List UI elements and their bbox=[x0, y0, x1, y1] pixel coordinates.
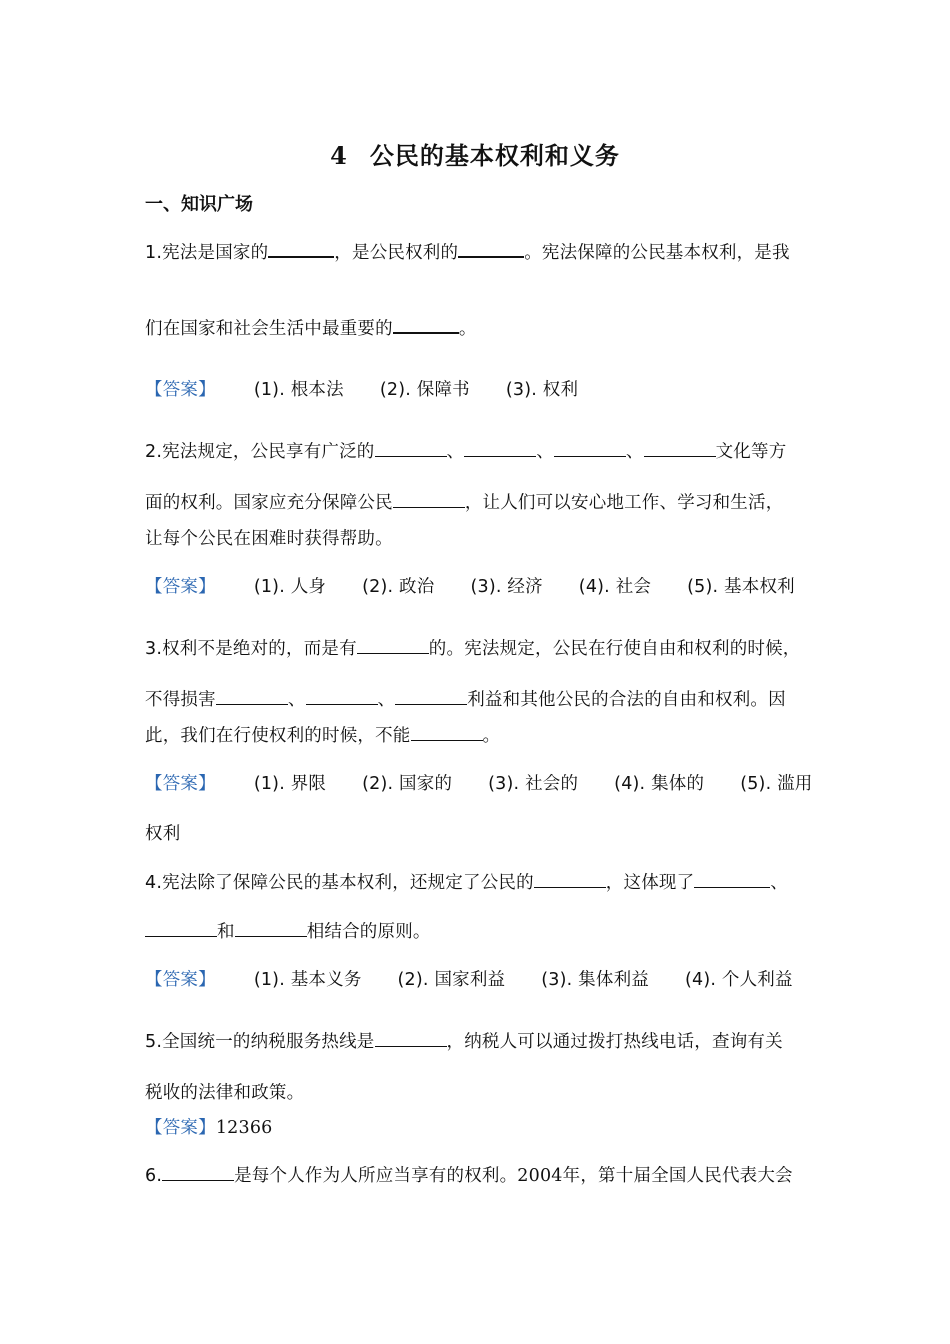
blank bbox=[216, 703, 288, 705]
blank bbox=[694, 886, 770, 888]
blank bbox=[644, 455, 716, 457]
answer-label: 【答案】 bbox=[145, 970, 216, 990]
q3-line1: 3.权利不是绝对的，而是有 的。宪法规定，公民在行使自由和权利的时候， bbox=[145, 639, 801, 659]
blank bbox=[162, 1179, 234, 1181]
q6-line1: 6. 是每个人作为人所应当享有的权利。2004年，第十届全国人民代表大会 bbox=[145, 1166, 793, 1186]
q3-line3: 此，我们在行使权利的时候，不能 。 bbox=[145, 726, 501, 746]
answer-label: 【答案】 bbox=[145, 1118, 216, 1138]
blank bbox=[458, 255, 524, 258]
q3-answer: 【答案】 (1). 界限 (2). 国家的 (3). 社会的 (4). 集体的 (5). 滥用 bbox=[145, 774, 813, 794]
q4-line2: 和 相结合的原则。 bbox=[145, 918, 810, 943]
blank bbox=[375, 1045, 447, 1047]
q3-answer-wrap: 权利 bbox=[145, 824, 181, 844]
q5-answer: 【答案】12366 bbox=[145, 1118, 273, 1138]
blank bbox=[554, 455, 626, 457]
blank bbox=[393, 331, 459, 334]
q2-answer: 【答案】 (1). 人身 (2). 政治 (3). 经济 (4). 社会 (5). 基本权利 bbox=[145, 577, 795, 597]
q2-line3: 让每个公民在困难时获得帮助。 bbox=[145, 529, 393, 549]
answer-label: 【答案】 bbox=[145, 774, 216, 794]
q1-line2: 们在国家和社会生活中最重要的 。 bbox=[145, 319, 477, 339]
blank bbox=[375, 455, 447, 457]
answer-label: 【答案】 bbox=[145, 380, 216, 400]
lesson-title: 公民的基本权利和义务 bbox=[369, 141, 620, 170]
blank bbox=[357, 652, 429, 654]
q2-line1: 2.宪法规定，公民享有广泛的 、 、 、 文化等方 bbox=[145, 442, 787, 462]
blank bbox=[268, 255, 334, 258]
blank bbox=[306, 703, 378, 705]
page-title bbox=[0, 136, 950, 171]
q1-line1: 1.宪法是国家的 ，是公民权利的 。宪法保障的公民基本权利，是我 bbox=[145, 243, 790, 263]
q5-line2: 税收的法律和政策。 bbox=[145, 1083, 305, 1103]
blank bbox=[534, 886, 606, 888]
q4-line1: 4.宪法除了保障公民的基本权利，还规定了公民的 ，这体现了 、 bbox=[145, 873, 788, 893]
blank bbox=[145, 935, 217, 937]
answer-label: 【答案】 bbox=[145, 577, 216, 597]
blank bbox=[393, 506, 465, 508]
q1-answer: 【答案】 (1). 根本法 (2). 保障书 (3). 权利 bbox=[145, 380, 579, 400]
blank bbox=[464, 455, 536, 457]
lesson-number: 4 bbox=[330, 141, 348, 170]
q2-line2: 面的权利。国家应充分保障公民 ，让人们可以安心地工作、学习和生活， bbox=[145, 493, 784, 513]
blank bbox=[411, 739, 483, 741]
q3-line2: 不得损害 、 、 利益和其他公民的合法的自由和权利。因 bbox=[145, 690, 786, 710]
section-heading: 一、知识广场 bbox=[145, 194, 253, 215]
q4-answer: 【答案】 (1). 基本义务 (2). 国家利益 (3). 集体利益 (4). 个人利益 bbox=[145, 970, 793, 990]
blank bbox=[235, 935, 307, 937]
blank bbox=[395, 703, 467, 705]
q5-line1: 5.全国统一的纳税服务热线是 ，纳税人可以通过拨打热线电话，查询有关 bbox=[145, 1032, 783, 1052]
